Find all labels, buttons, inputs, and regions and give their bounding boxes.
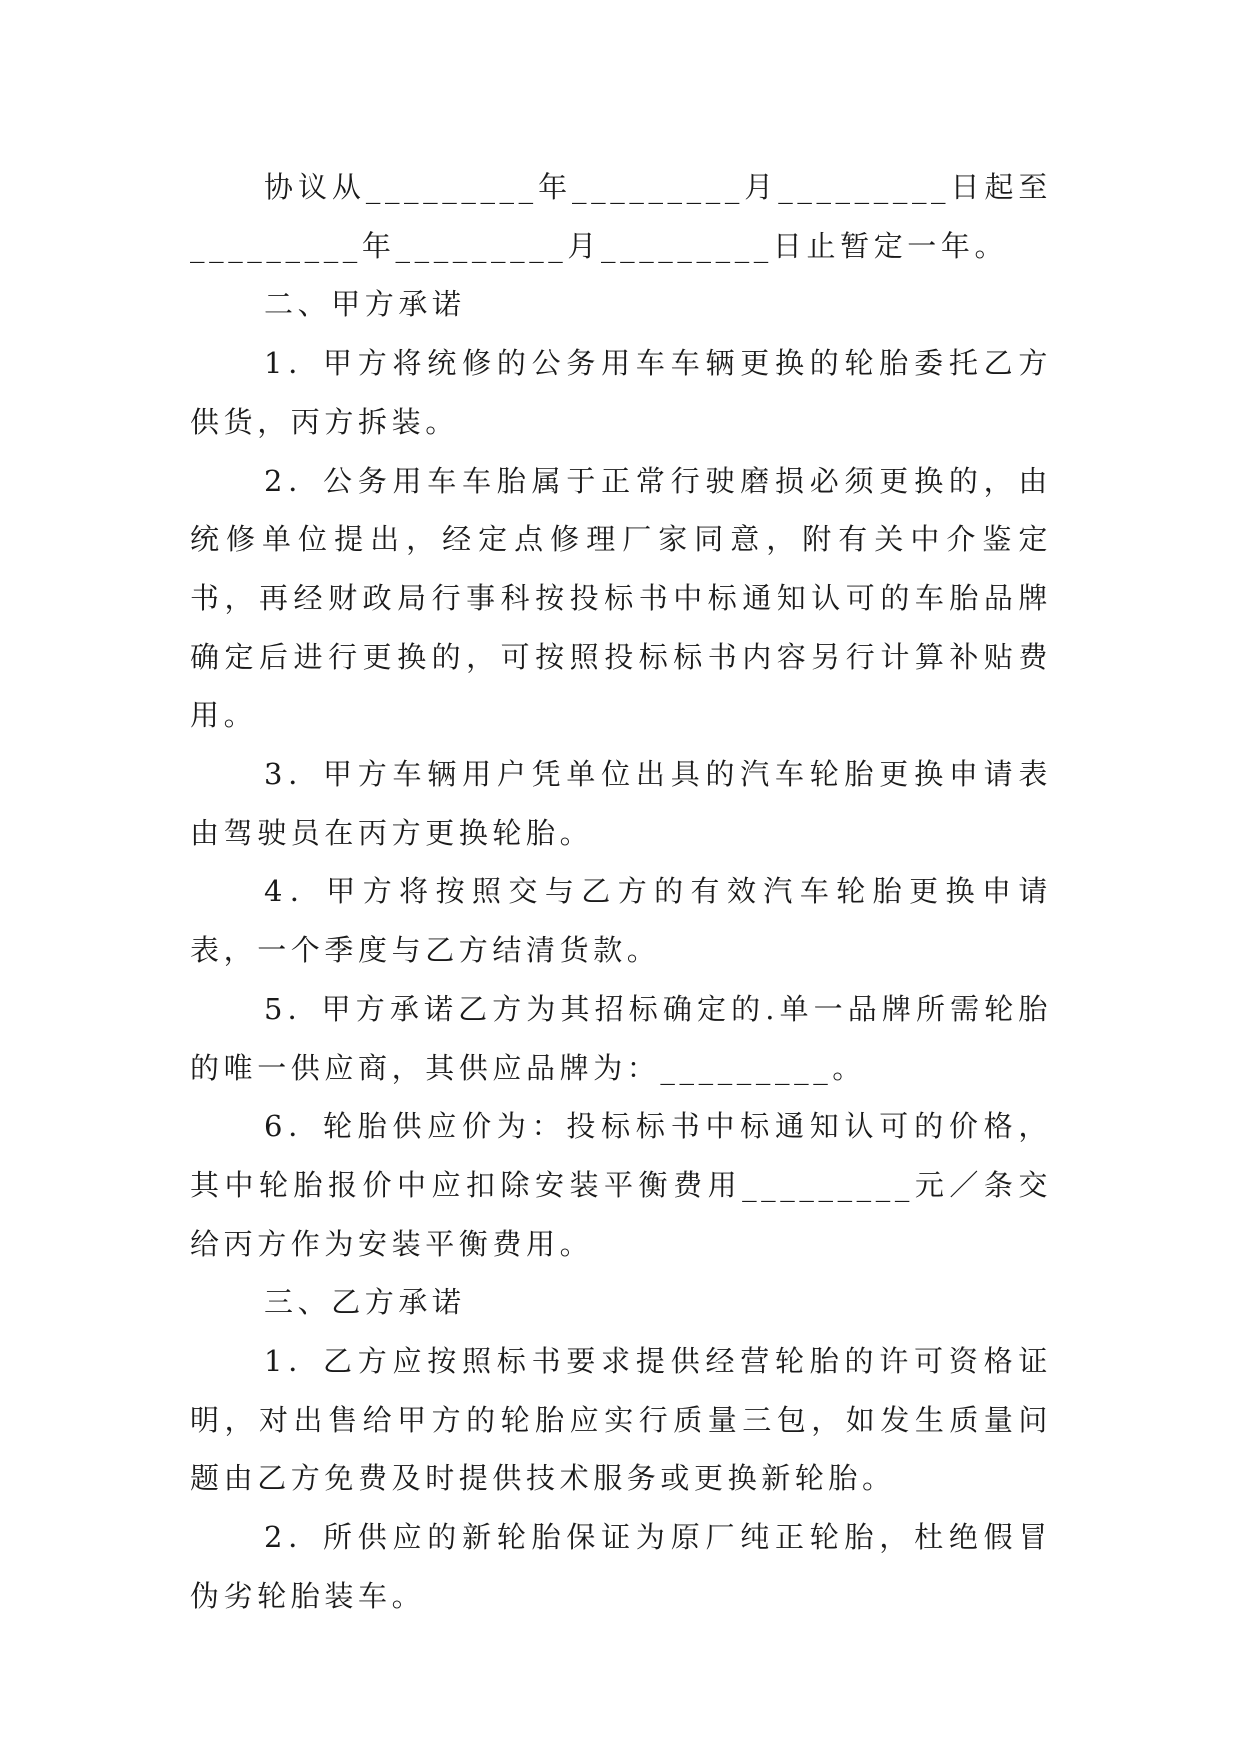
agreement-term-paragraph: 协议从_________年_________月_________日起至_________年_________月_________日止暂定一年。 xyxy=(190,170,1053,263)
clause-b-2: 2．所供应的新轮胎保证为原厂纯正轮胎，杜绝假冒伪劣轮胎装车。 xyxy=(190,1520,1052,1613)
section-heading-party-b: 三、乙方承诺 xyxy=(264,1285,466,1320)
clause-a-5: 5．甲方承诺乙方为其招标确定的.单一品牌所需轮胎的唯一供应商，其供应品牌为：_________。 xyxy=(190,991,1052,1085)
section-heading-party-a: 二、甲方承诺 xyxy=(264,287,466,322)
clause-a-6: 6．轮胎供应价为：投标标书中标通知认可的价格，其中轮胎报价中应扣除安装平衡费用_________元／条交给丙方作为安装平衡费用。 xyxy=(190,1109,1052,1261)
clause-a-4: 4．甲方将按照交与乙方的有效汽车轮胎更换申请表，一个季度与乙方结清货款。 xyxy=(190,874,1052,968)
clause-a-1: 1．甲方将统修的公务用车车辆更换的轮胎委托乙方供货，丙方拆装。 xyxy=(190,346,1052,439)
clause-b-1: 1．乙方应按照标书要求提供经营轮胎的许可资格证明，对出售给甲方的轮胎应实行质量三包，如发生质量问题由乙方免费及时提供技术服务或更换新轮胎。 xyxy=(190,1344,1052,1496)
document-body xyxy=(190,158,1052,1626)
clause-a-2: 2．公务用车车胎属于正常行驶磨损必须更换的，由统修单位提出，经定点修理厂家同意，附有关中介鉴定书，再经财政局行事科按投标书中标通知认可的车胎品牌确定后进行更换的，可按照投标标书内容另行计算补贴费用。 xyxy=(190,463,1052,733)
clause-a-3: 3．甲方车辆用户凭单位出具的汽车轮胎更换申请表由驾驶员在丙方更换轮胎。 xyxy=(190,757,1052,850)
